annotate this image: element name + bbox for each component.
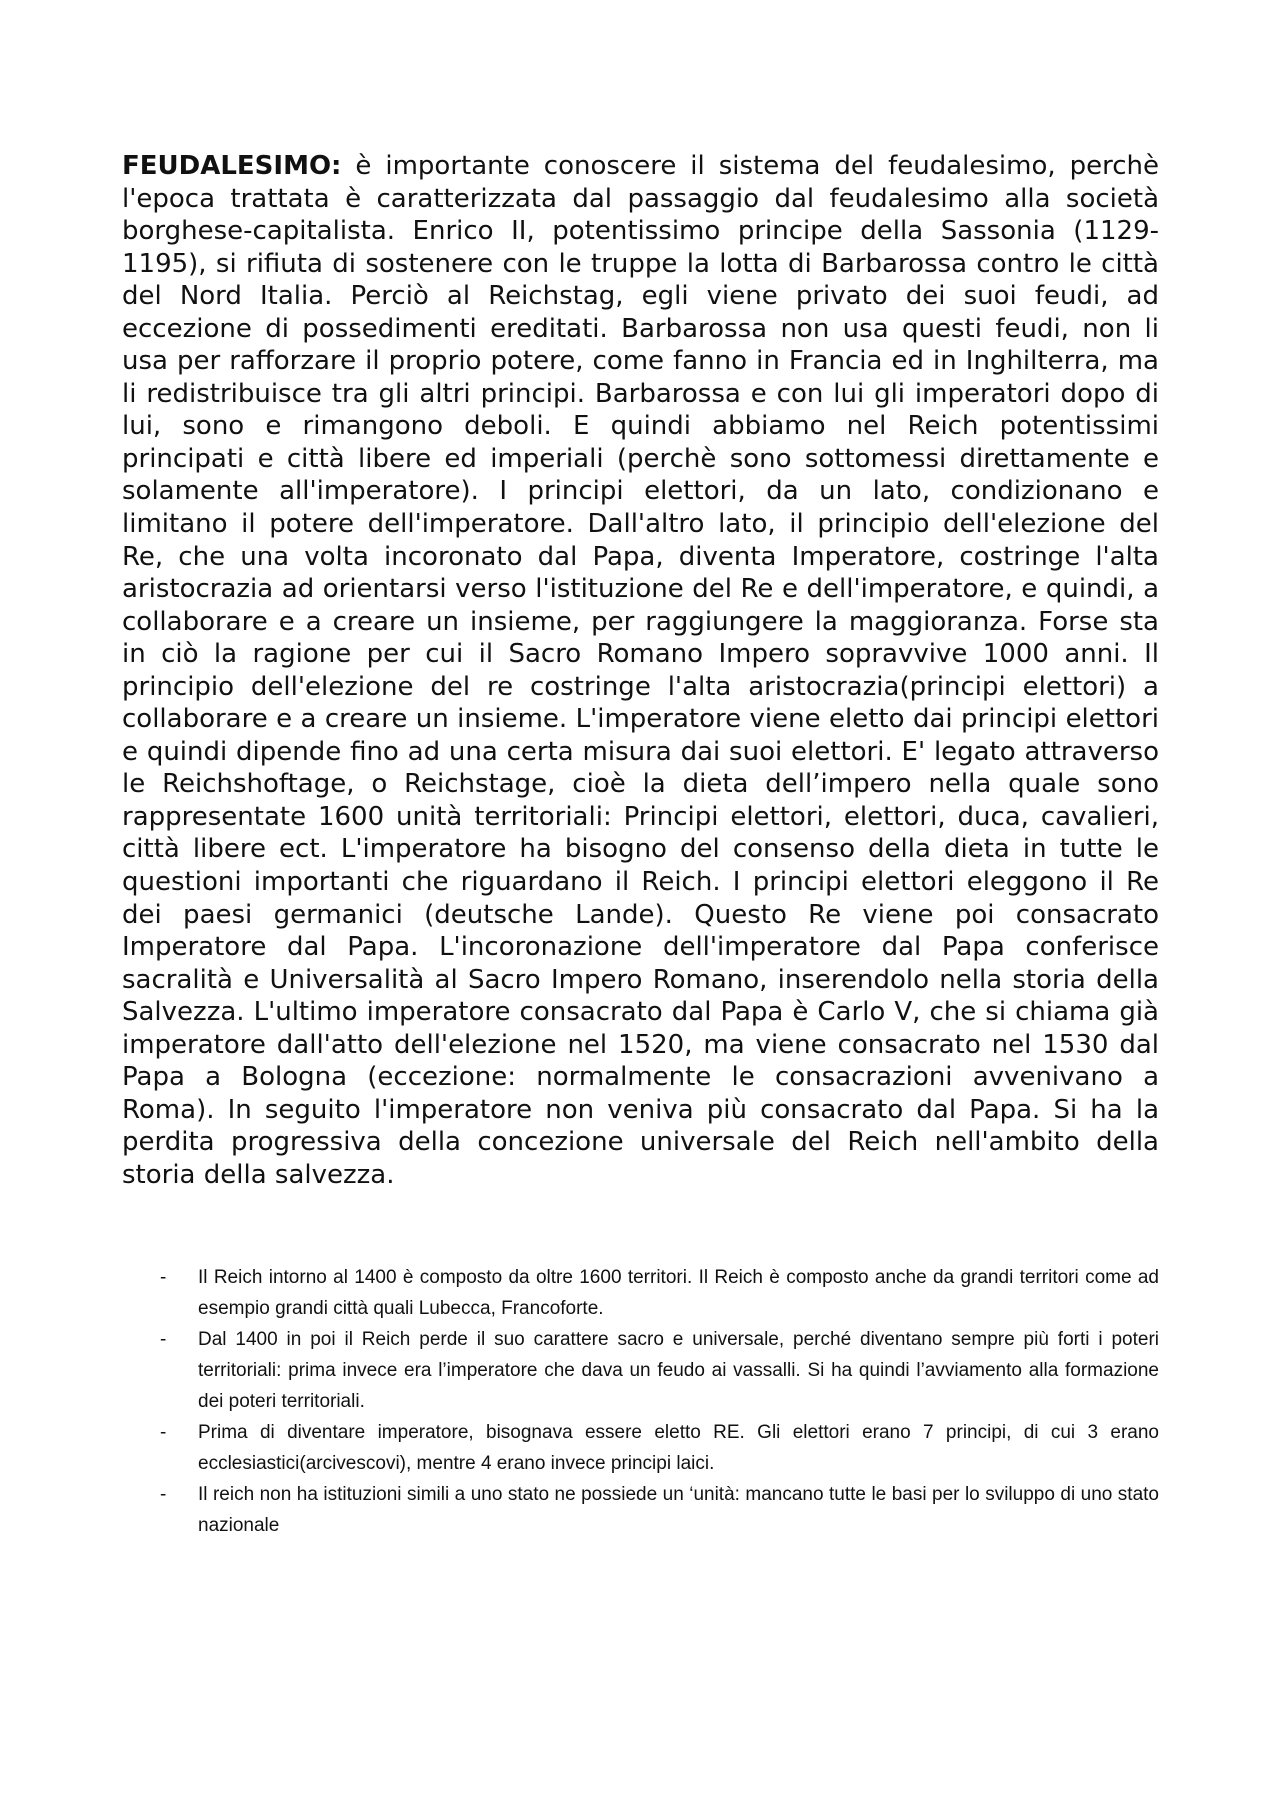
lead-term: FEUDALESIMO:: [122, 151, 342, 181]
bullet-list: [160, 1262, 1159, 1541]
bullet-text: Il reich non ha istituzioni simili a uno stato ne possiede un ‘unità: mancano tutte le basi per lo sviluppo di uno stato nazionale: [198, 1484, 1159, 1536]
paragraph-body: è importante conoscere il sistema del feudalesimo, perchè l'epoca trattata è caratterizzata dal passaggio dal feudalesimo alla società borghese-capitalista. Enrico II, potentissimo principe della Sassonia (1129-1195), si rifiuta di sostenere con le truppe la lotta di Barbarossa contro le città del Nord Italia. Perciò al Reichstag, egli viene privato dei suoi feudi, ad eccezione di possedimenti ereditati. Barbarossa non usa questi feudi, non li usa per rafforzare il proprio potere, come fanno in Francia ed in Inghilterra, ma li redistribuisce tra gli altri principi. Barbarossa e con lui gli imperatori dopo di lui, sono e rimangono deboli. E quindi abbiamo nel Reich potentissimi principati e città libere ed imperiali (perchè sono sottomessi direttamente e solamente all'imperatore). I principi elettori, da un lato, condizionano e limitano il potere dell'imperatore. Dall'altro lato, il principio dell'elezione del Re, che una volta incoronato dal Papa, diventa Imperatore, costringe l'alta aristocrazia ad orientarsi verso l'istituzione del Re e dell'imperatore, e quindi, a collaborare e a creare un insieme, per raggiungere la maggioranza. Forse sta in ciò la ragione per cui il Sacro Romano Impero sopravvive 1000 anni. Il principio dell'elezione del re costringe l'alta aristocrazia(principi elettori) a collaborare e a creare un insieme. L'imperatore viene eletto dai principi elettori e quindi dipende fino ad una certa misura dai suoi elettori. E' legato attraverso le Reichshoftage, o Reichstage, cioè la dieta dell’impero nella quale sono rappresentate 1600 unità territoriali: Principi elettori, elettori, duca, cavalieri, città libere ect. L'imperatore ha bisogno del consenso della dieta in tutte le questioni importanti che riguardano il Reich. I principi elettori eleggono il Re dei paesi germanici (deutsche Lande). Questo Re viene poi consacrato Imperatore dal Papa. L'incoronazione dell'imperatore dal Papa conferisce sacralità e Universalità al Sacro Impero Romano, inserendolo nella storia della Salvezza. L'ultimo imperatore consacrato dal Papa è Carlo V, che si chiama già imperatore dall'atto dell'elezione nel 1520, ma viene consacrato nel 1530 dal Papa a Bologna (eccezione: normalmente le consacrazioni avvenivano a Roma). In seguito l'imperatore non veniva più consacrato dal Papa. Si ha la perdita progressiva della concezione universale del Reich nell'ambito della storia della salvezza.: [122, 151, 1160, 1190]
bullet-dash: -: [160, 1329, 167, 1350]
bullet-text: Dal 1400 in poi il Reich perde il suo carattere sacro e universale, perché diventano sempre più forti i poteri territoriali: prima invece era l’imperatore che dava un feudo ai vassalli. Si ha quindi l’avviamento alla formazione dei poteri territoriali.: [198, 1329, 1159, 1412]
list-item: [160, 1324, 1159, 1417]
bullet-text: Prima di diventare imperatore, bisognava essere eletto RE. Gli elettori erano 7 principi, di cui 3 erano ecclesiastici(arcivescovi), mentre 4 erano invece principi laici.: [198, 1422, 1159, 1474]
bullet-dash: -: [160, 1484, 167, 1505]
main-paragraph: [122, 150, 1159, 1192]
bullet-dash: -: [160, 1267, 167, 1288]
list-item: [160, 1479, 1159, 1541]
bullet-text: Il Reich intorno al 1400 è composto da oltre 1600 territori. Il Reich è composto anche da grandi territori come ad esempio grandi città quali Lubecca, Francoforte.: [198, 1267, 1159, 1319]
list-item: [160, 1262, 1159, 1324]
list-item: [160, 1417, 1159, 1479]
bullet-dash: -: [160, 1422, 167, 1443]
